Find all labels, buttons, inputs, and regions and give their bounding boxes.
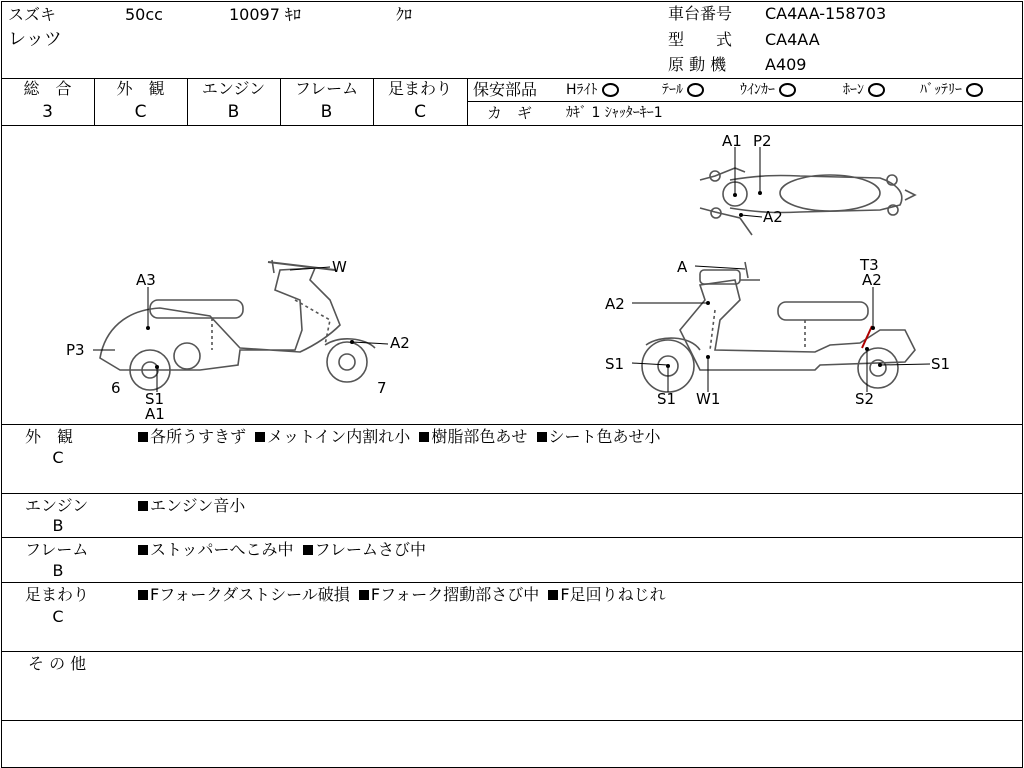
- diagram-label: S1: [605, 355, 625, 373]
- remark-items-engine: [136, 497, 247, 515]
- diagram-label: S1: [145, 390, 165, 408]
- safety-parts-label: 保安部品: [473, 80, 538, 99]
- engine-label: 原 動 機: [668, 55, 727, 74]
- bullet-square-icon: [303, 545, 313, 555]
- diagram-label: A2: [763, 208, 783, 226]
- rule: [1, 537, 1022, 538]
- diagram-label: A: [677, 258, 688, 276]
- remark-items-exterior: [136, 428, 663, 446]
- remark-item: Fフォーク摺動部さび中: [370, 585, 540, 604]
- type-value: CA4AA: [765, 30, 820, 49]
- diagram-label: 6: [111, 379, 121, 397]
- grade-label-suspension: 足まわり: [387, 79, 452, 98]
- diagram-label: 7: [377, 379, 387, 397]
- rule: [1, 651, 1022, 652]
- rule: [1, 493, 1022, 494]
- rule: [1, 582, 1022, 583]
- ok-circle-icon: [966, 83, 983, 97]
- grade-value-overall: 3: [42, 102, 53, 122]
- grade-label-engine: エンジン: [201, 79, 266, 98]
- bullet-square-icon: [419, 432, 429, 442]
- ok-circle-icon: [868, 83, 885, 97]
- bullet-square-icon: [255, 432, 265, 442]
- grade-label-frame: フレーム: [294, 79, 359, 98]
- diagram-label: A2: [390, 334, 410, 352]
- maker: スズキ: [8, 5, 57, 24]
- remark-item: エンジン音小: [150, 496, 246, 515]
- key-value: ｶｷﾞ 1 ｼｬｯﾀｰｷｰ1: [566, 105, 663, 121]
- bullet-square-icon: [138, 501, 148, 511]
- grade-label-overall: 総 合: [23, 79, 72, 98]
- rule: [1, 424, 1022, 425]
- grade-label-exterior: 外 観: [116, 79, 165, 98]
- diagram-label: P3: [66, 341, 85, 359]
- grade-value-suspension: C: [414, 102, 426, 122]
- remark-item: シート色あせ小: [548, 427, 661, 446]
- rule: [467, 101, 1022, 102]
- remark-label-exterior: 外 観: [25, 427, 74, 446]
- diagram-label: T3: [860, 256, 879, 274]
- engine-value: A409: [765, 55, 807, 74]
- remark-item: F足回りねじれ: [560, 585, 666, 604]
- grade-value-frame: B: [320, 102, 333, 122]
- bullet-square-icon: [138, 590, 148, 600]
- mileage: 10097 ｷﾛ: [229, 5, 301, 24]
- bullet-square-icon: [537, 432, 547, 442]
- remark-item: Fフォークダストシール破損: [150, 585, 350, 604]
- remark-grade-frame: B: [52, 561, 64, 580]
- remark-grade-exterior: C: [52, 448, 64, 467]
- type-label: 型 式: [668, 30, 733, 49]
- remark-item: フレームさび中: [314, 540, 426, 559]
- remark-item: 各所うすきず: [150, 427, 247, 446]
- key-label: カ ギ: [487, 104, 533, 122]
- bullet-square-icon: [359, 590, 369, 600]
- bullet-square-icon: [138, 432, 148, 442]
- diagram-label: A1: [722, 132, 742, 150]
- remark-label-other: そ の 他: [28, 654, 87, 673]
- remark-item: メットイン内割れ小: [267, 427, 411, 446]
- grade-value-exterior: C: [134, 102, 147, 122]
- remark-label-frame: フレーム: [25, 540, 89, 559]
- diagram-label: S1: [657, 390, 677, 408]
- diagram-label: S2: [855, 390, 875, 408]
- remark-grade-engine: B: [52, 516, 64, 535]
- remark-item: ストッパーへこみ中: [150, 540, 294, 559]
- chassis-number: CA4AA-158703: [765, 4, 887, 23]
- ok-circle-icon: [779, 83, 796, 97]
- safety-item-headlight: Hﾗｲﾄ: [566, 81, 619, 99]
- remark-label-engine: エンジン: [25, 496, 89, 515]
- ok-circle-icon: [687, 83, 704, 97]
- diagram-label: A2: [862, 271, 882, 289]
- damage-diagram: [0, 126, 1022, 424]
- grade-value-engine: B: [227, 102, 240, 122]
- diagram-label: A2: [605, 295, 625, 313]
- safety-item-battery: ﾊﾞｯﾃﾘｰ: [920, 81, 983, 99]
- remark-items-suspension: [136, 586, 668, 604]
- chassis-number-label: 車台番号: [668, 4, 733, 23]
- rule: [467, 78, 468, 125]
- diagram-label: W: [332, 258, 347, 276]
- remark-items-frame: [136, 541, 428, 559]
- ok-circle-icon: [602, 83, 619, 97]
- safety-item-horn: ﾎｰﾝ: [843, 81, 885, 99]
- remark-label-suspension: 足まわり: [25, 585, 90, 604]
- bullet-square-icon: [138, 545, 148, 555]
- safety-item-winker: ｳｲﾝｶｰ: [740, 81, 796, 99]
- safety-item-taillight: ﾃｰﾙ: [662, 81, 704, 99]
- remark-item: 樹脂部色あせ: [431, 427, 528, 446]
- color: ｸﾛ: [396, 5, 413, 24]
- rule: [1, 720, 1022, 721]
- scooter-top-view: [700, 168, 915, 235]
- diagram-label: W1: [696, 390, 721, 408]
- diagram-label: S1: [931, 355, 951, 373]
- diagram-label: A3: [136, 271, 156, 289]
- remark-grade-suspension: C: [52, 607, 64, 626]
- diagram-label: A1: [145, 405, 165, 423]
- bullet-square-icon: [548, 590, 558, 600]
- diagram-label: P2: [753, 132, 772, 150]
- model-name: レッツ: [8, 29, 62, 50]
- displacement: 50cc: [125, 5, 163, 24]
